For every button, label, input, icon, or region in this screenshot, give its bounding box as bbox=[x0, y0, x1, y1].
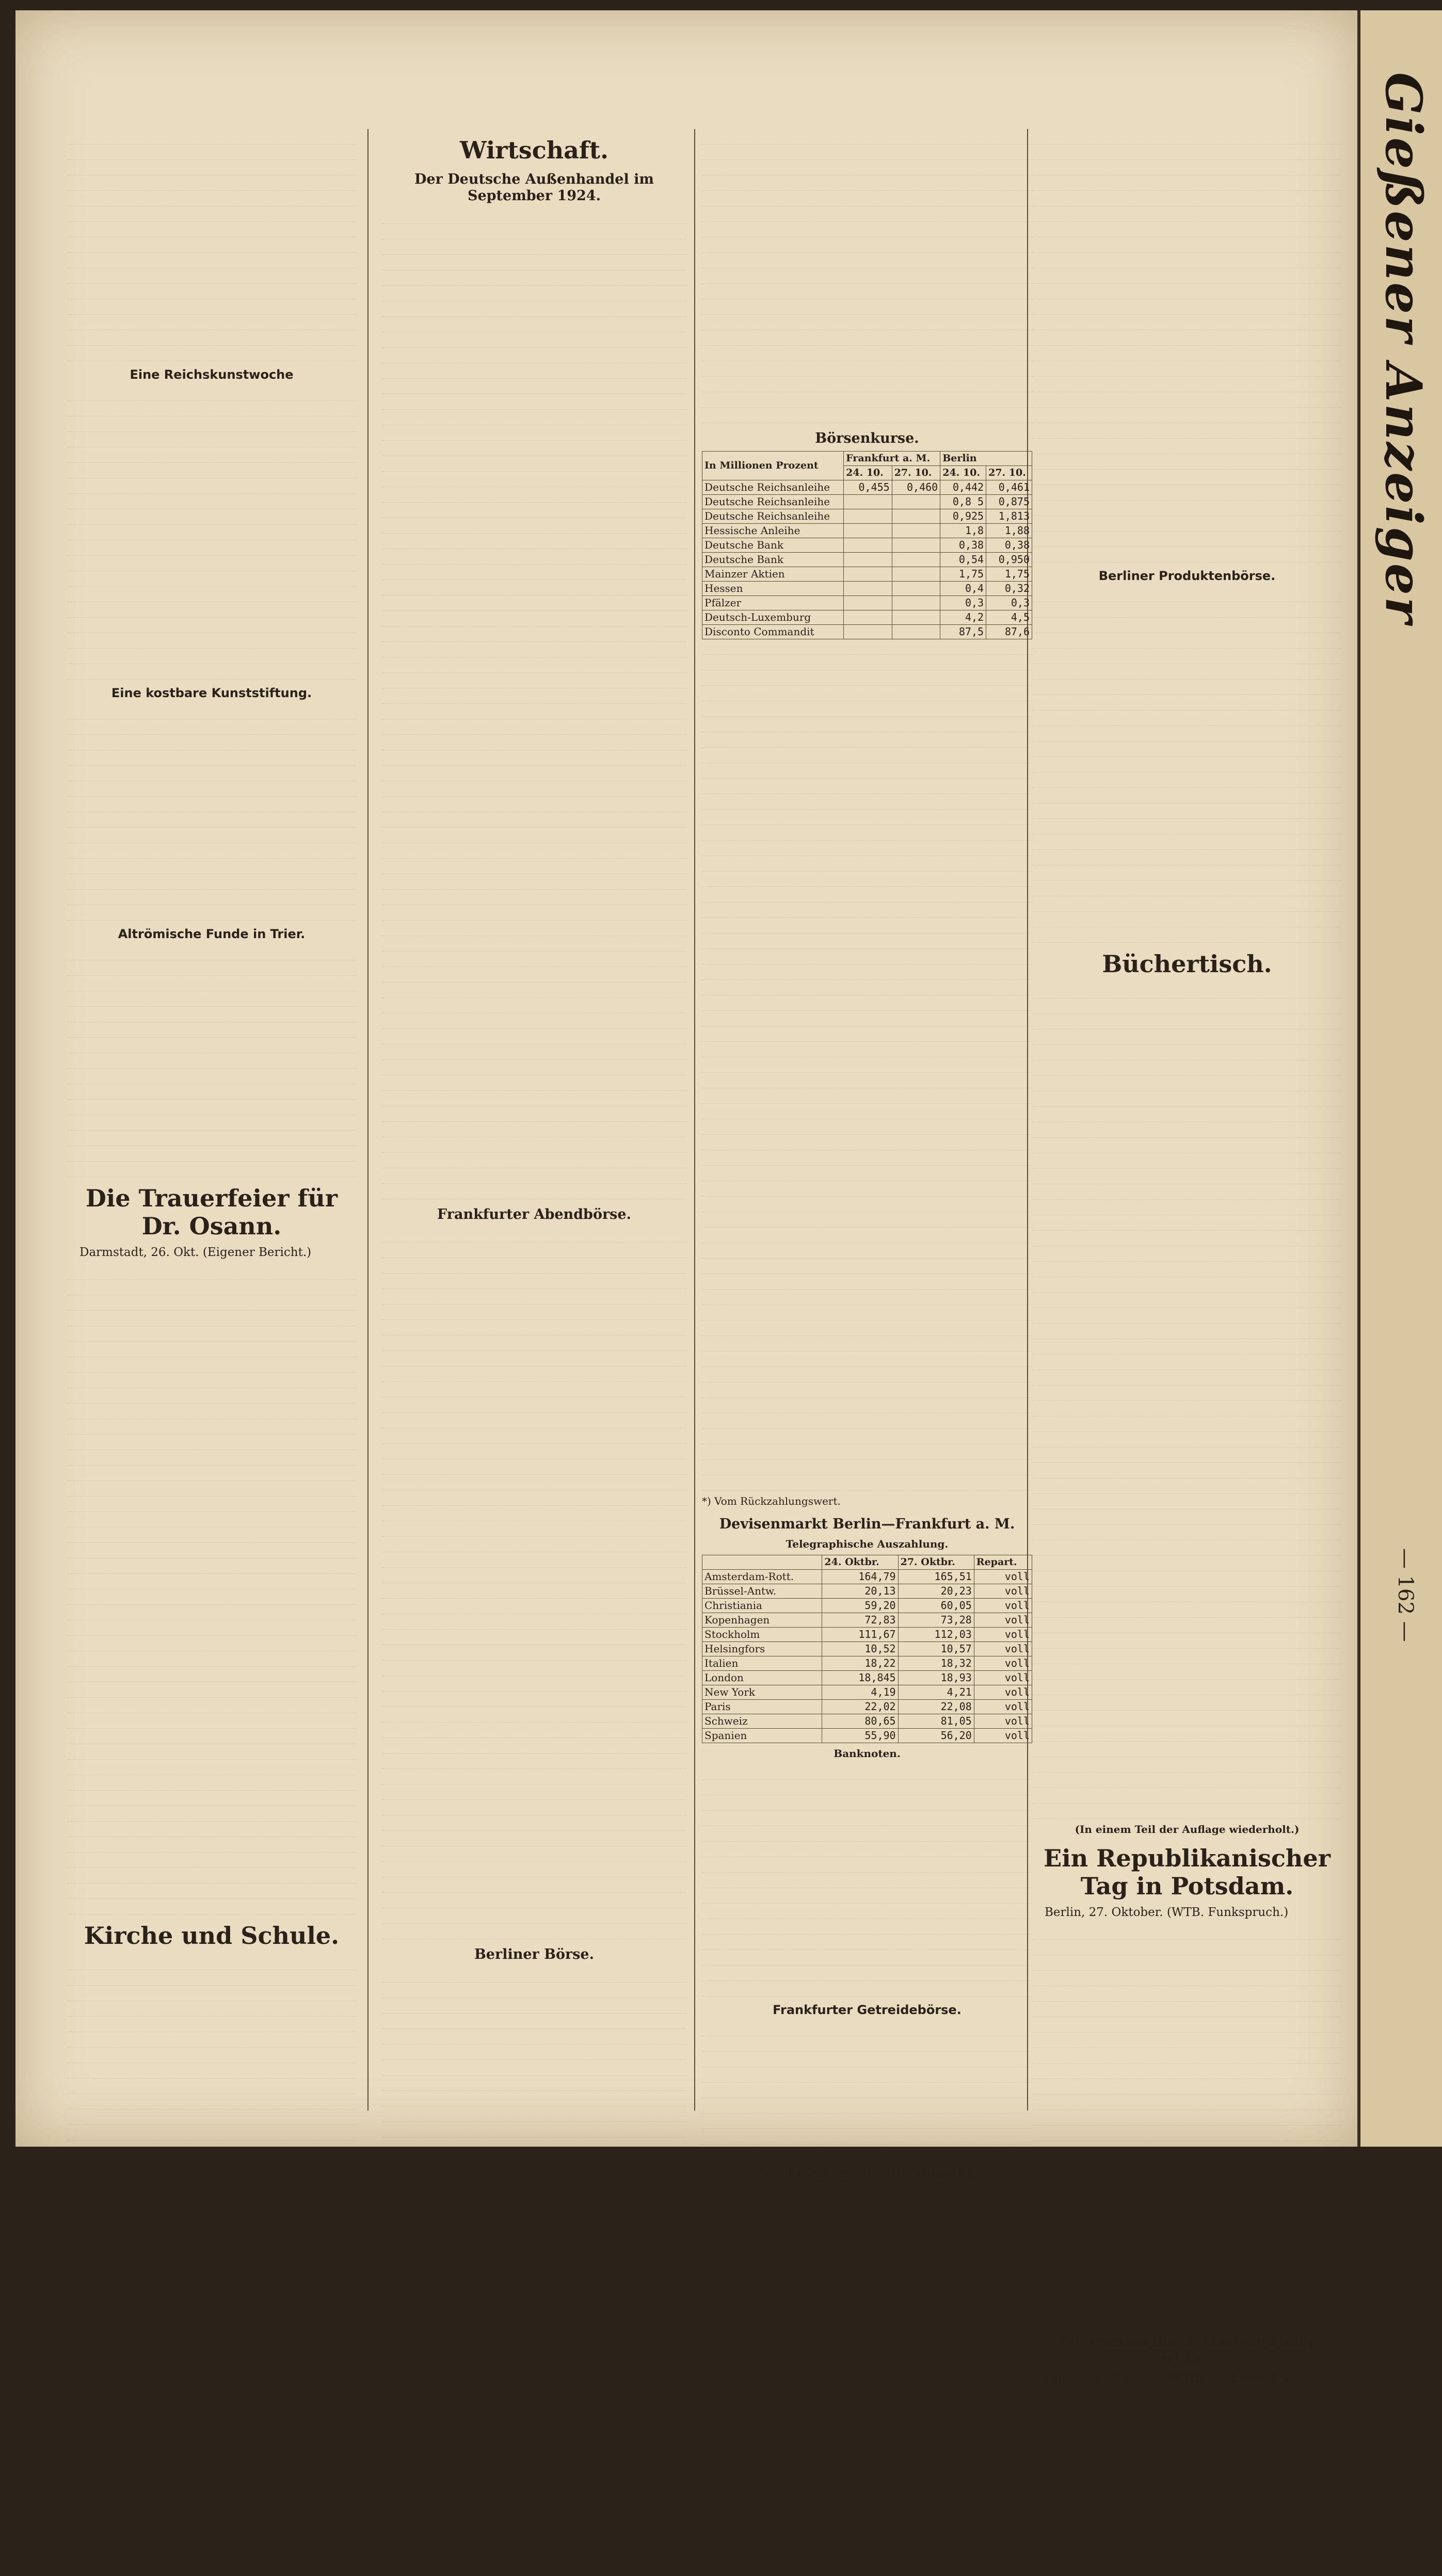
stock-value bbox=[844, 610, 892, 625]
stock-name: Hessen bbox=[702, 582, 844, 596]
stock-value: 1,75 bbox=[940, 567, 986, 582]
currency-place: Schweiz bbox=[702, 1714, 822, 1729]
stock-value: 1,813 bbox=[986, 509, 1032, 524]
currency-rate: voll bbox=[974, 1570, 1032, 1584]
currency-place: New York bbox=[702, 1685, 822, 1700]
stock-value: 1,88 bbox=[986, 524, 1032, 538]
stock-value bbox=[892, 610, 940, 625]
stock-value: 0,3 bbox=[986, 596, 1032, 610]
dateline: Halle a. S., 27. Okt. (WTB. Funkspruch.) bbox=[1045, 2372, 1288, 2385]
currency-rate: voll bbox=[974, 1584, 1032, 1599]
stock-value: 0,3 bbox=[940, 596, 986, 610]
caption-banknoten: Banknoten. bbox=[834, 1747, 901, 1760]
table-row bbox=[702, 509, 1032, 524]
dateline: Berlin, 27. Oktober. (WTB. Funkspruch.) bbox=[1045, 1906, 1289, 1919]
stock-value: 4,5 bbox=[986, 610, 1032, 625]
stock-value bbox=[844, 538, 892, 553]
column-1 bbox=[67, 129, 356, 2111]
stock-value bbox=[844, 553, 892, 567]
reprint-note: (In einem Teil der Auflage wiederholt.) bbox=[1075, 1823, 1300, 1836]
table-row bbox=[702, 1584, 1032, 1599]
heading-berliner-boerse: Berliner Börse. bbox=[474, 1946, 594, 1962]
banknoten-table bbox=[702, 1764, 1032, 1997]
stock-value bbox=[844, 524, 892, 538]
stock-value: 0,4 bbox=[940, 582, 986, 596]
stock-footnote: *) Vom Rückzahlungswert. bbox=[702, 1495, 841, 1507]
stock-name: Hessische Anleihe bbox=[702, 524, 844, 538]
article-text bbox=[702, 2021, 1032, 2160]
stock-name: Deutsche Reichsanleihe bbox=[702, 480, 844, 495]
stock-name: Deutsch-Luxemburg bbox=[702, 610, 844, 625]
currency-rate: 111,67 bbox=[822, 1628, 898, 1642]
table-header: 24. Oktbr. bbox=[822, 1555, 898, 1570]
heading-aussenhandel: Der Deutsche Außenhandel im September 1924. bbox=[414, 171, 654, 204]
currency-rate: voll bbox=[974, 1729, 1032, 1743]
heading-kunststiftung: Eine kostbare Kunststiftung. bbox=[111, 686, 312, 700]
heading-republikanischer-tag: Ein Republikanischer Tag in Potsdam. bbox=[1044, 1844, 1331, 1900]
heading-getreideboerse: Frankfurter Getreidebörse. bbox=[773, 2003, 962, 2017]
currency-rate: 165,51 bbox=[898, 1570, 974, 1584]
caption-telegraphische: Telegraphische Auszahlung. bbox=[786, 1538, 949, 1550]
table-row bbox=[702, 1628, 1032, 1642]
article-text bbox=[702, 129, 1032, 423]
stock-value bbox=[892, 582, 940, 596]
table-row bbox=[702, 1714, 1032, 1729]
table-row bbox=[702, 1700, 1032, 1714]
table-row bbox=[702, 1599, 1032, 1613]
table-header: 24. 10. bbox=[844, 466, 892, 480]
currency-rate: voll bbox=[974, 1714, 1032, 1729]
table-row bbox=[702, 1613, 1032, 1628]
currency-rate: voll bbox=[974, 1599, 1032, 1613]
currency-rate: 18,32 bbox=[898, 1656, 974, 1671]
article-text bbox=[382, 208, 686, 1199]
currency-rate: 20,13 bbox=[822, 1584, 898, 1599]
table-header: In Millionen Prozent bbox=[702, 452, 844, 480]
currency-place: Kopenhagen bbox=[702, 1613, 822, 1628]
stock-value bbox=[892, 625, 940, 639]
table-header: 27. 10. bbox=[986, 466, 1032, 480]
currency-rate: 18,22 bbox=[822, 1656, 898, 1671]
stock-value: 4,2 bbox=[940, 610, 986, 625]
currency-rate: voll bbox=[974, 1656, 1032, 1671]
dateline: Darmstadt, 26. Okt. (Eigener Bericht.) bbox=[79, 1246, 312, 1259]
stock-name: Mainzer Aktien bbox=[702, 567, 844, 582]
column-4 bbox=[1032, 129, 1342, 2385]
stock-value: 87,5 bbox=[940, 625, 986, 639]
stock-name: Pfälzer bbox=[702, 596, 844, 610]
stock-value: 0,455 bbox=[844, 480, 892, 495]
heading-schlachtviehmarkt: Frankfurter Schlachtviehmarkt. bbox=[757, 2166, 977, 2181]
table-row bbox=[702, 495, 1032, 509]
currency-rate: voll bbox=[974, 1642, 1032, 1656]
currency-rate: 56,20 bbox=[898, 1729, 974, 1743]
stock-value bbox=[892, 553, 940, 567]
article-text bbox=[67, 945, 356, 1177]
heading-buechertisch: Büchertisch. bbox=[1102, 950, 1272, 978]
stock-value bbox=[892, 596, 940, 610]
currency-place: Brüssel-Antw. bbox=[702, 1584, 822, 1599]
column-rule bbox=[694, 129, 695, 2111]
currency-rate: 10,52 bbox=[822, 1642, 898, 1656]
heading-wirtschaft: Wirtschaft. bbox=[459, 136, 609, 164]
stock-value bbox=[844, 582, 892, 596]
currency-place: Stockholm bbox=[702, 1628, 822, 1642]
table-header: 27. Oktbr. bbox=[898, 1555, 974, 1570]
stock-value: 0,38 bbox=[986, 538, 1032, 553]
currency-rate: 112,03 bbox=[898, 1628, 974, 1642]
currency-rate: 18,93 bbox=[898, 1671, 974, 1685]
article-text bbox=[67, 1955, 356, 2218]
table-row bbox=[702, 596, 1032, 610]
currency-place: Italien bbox=[702, 1656, 822, 1671]
stock-value: 1,75 bbox=[986, 567, 1032, 582]
stock-value bbox=[844, 495, 892, 509]
article-text bbox=[67, 385, 356, 680]
table-row bbox=[702, 1685, 1032, 1700]
currency-place: Helsingfors bbox=[702, 1642, 822, 1656]
table-row bbox=[702, 567, 1032, 582]
stock-value: 1,8 bbox=[940, 524, 986, 538]
article-text bbox=[67, 1264, 356, 1914]
table-row bbox=[702, 1671, 1032, 1685]
currency-rate: voll bbox=[974, 1700, 1032, 1714]
heading-devisenmarkt: Devisenmarkt Berlin—Frankfurt a. M. bbox=[719, 1516, 1015, 1532]
stock-name: Deutsche Reichsanleihe bbox=[702, 495, 844, 509]
table-row bbox=[702, 625, 1032, 639]
masthead-strip bbox=[1357, 10, 1442, 2147]
stock-name: Deutsche Bank bbox=[702, 538, 844, 553]
stock-value: 0,925 bbox=[940, 509, 986, 524]
heading-kirche-schule: Kirche und Schule. bbox=[84, 1922, 340, 1950]
article-text bbox=[1032, 983, 1342, 1819]
currency-rate: 18,845 bbox=[822, 1671, 898, 1685]
table-header bbox=[702, 1555, 822, 1570]
article-text bbox=[382, 1967, 686, 2153]
currency-rate: 22,08 bbox=[898, 1700, 974, 1714]
article-text bbox=[702, 2184, 1032, 2246]
table-header: 27. 10. bbox=[892, 466, 940, 480]
table-row bbox=[702, 610, 1032, 625]
table-header: Berlin bbox=[940, 452, 1032, 466]
currency-rate: 20,23 bbox=[898, 1584, 974, 1599]
article-text bbox=[67, 704, 356, 921]
article-text bbox=[1032, 2390, 1342, 2576]
article-text bbox=[382, 1227, 686, 1939]
heading-gasvergiftung: 6 Personen durch Gasvergiftung getötet. bbox=[1060, 2334, 1314, 2366]
currency-rate: 4,19 bbox=[822, 1685, 898, 1700]
currency-rate: voll bbox=[974, 1685, 1032, 1700]
stock-value bbox=[844, 625, 892, 639]
stock-value: 0,460 bbox=[892, 480, 940, 495]
table-header: Frankfurt a. M. bbox=[844, 452, 940, 466]
heading-reichskunstwoche: Eine Reichskunstwoche bbox=[130, 367, 294, 382]
currency-rate: 10,57 bbox=[898, 1642, 974, 1656]
table-row bbox=[702, 1729, 1032, 1743]
table-row bbox=[702, 582, 1032, 596]
stock-table-continued bbox=[702, 639, 1032, 1491]
masthead-title: Gießener Anzeiger bbox=[1374, 72, 1433, 625]
column-2 bbox=[382, 129, 686, 2111]
table-row bbox=[702, 553, 1032, 567]
currency-rate: 59,20 bbox=[822, 1599, 898, 1613]
heading-abendboerse: Frankfurter Abendbörse. bbox=[437, 1206, 631, 1222]
table-row bbox=[702, 524, 1032, 538]
stock-name: Deutsche Reichsanleihe bbox=[702, 509, 844, 524]
stock-value: 0,38 bbox=[940, 538, 986, 553]
stock-table bbox=[702, 451, 1032, 639]
stock-value bbox=[844, 509, 892, 524]
stock-value: 0,875 bbox=[986, 495, 1032, 509]
stock-value: 0,461 bbox=[986, 480, 1032, 495]
article-text bbox=[1032, 129, 1342, 562]
currency-rate: voll bbox=[974, 1671, 1032, 1685]
stock-value bbox=[844, 567, 892, 582]
currency-rate: 4,21 bbox=[898, 1685, 974, 1700]
currency-rate: 22,02 bbox=[822, 1700, 898, 1714]
table-row bbox=[702, 1656, 1032, 1671]
heading-funde-trier: Altrömische Funde in Trier. bbox=[118, 927, 306, 941]
currency-place: Paris bbox=[702, 1700, 822, 1714]
stock-value: 0,54 bbox=[940, 553, 986, 567]
devisen-table bbox=[702, 1555, 1032, 1743]
currency-place: London bbox=[702, 1671, 822, 1685]
table-row bbox=[702, 480, 1032, 495]
article-text bbox=[1032, 587, 1342, 943]
column-3 bbox=[702, 129, 1032, 2181]
stock-value: 0,950 bbox=[986, 553, 1032, 567]
stock-value: 0,442 bbox=[940, 480, 986, 495]
currency-rate: 80,65 bbox=[822, 1714, 898, 1729]
currency-rate: 164,79 bbox=[822, 1570, 898, 1584]
stock-value bbox=[892, 495, 940, 509]
article-text bbox=[1032, 1924, 1342, 2327]
currency-rate: 60,05 bbox=[898, 1599, 974, 1613]
stock-value bbox=[844, 596, 892, 610]
stock-value: 0,32 bbox=[986, 582, 1032, 596]
table-row bbox=[702, 1570, 1032, 1584]
table-header: 24. 10. bbox=[940, 466, 986, 480]
stock-value bbox=[892, 538, 940, 553]
currency-rate: voll bbox=[974, 1628, 1032, 1642]
currency-place: Amsterdam-Rott. bbox=[702, 1570, 822, 1584]
column-rule bbox=[367, 129, 368, 2111]
currency-place: Spanien bbox=[702, 1729, 822, 1743]
currency-rate: voll bbox=[974, 1613, 1032, 1628]
heading-trauerfeier: Die Trauerfeier für Dr. Osann. bbox=[85, 1184, 338, 1240]
stock-name: Disconto Commandit bbox=[702, 625, 844, 639]
currency-rate: 55,90 bbox=[822, 1729, 898, 1743]
stock-value bbox=[892, 524, 940, 538]
stock-value bbox=[892, 567, 940, 582]
stock-value bbox=[892, 509, 940, 524]
currency-rate: 72,83 bbox=[822, 1613, 898, 1628]
stock-value: 0,8 5 bbox=[940, 495, 986, 509]
currency-rate: 73,28 bbox=[898, 1613, 974, 1628]
table-row bbox=[702, 538, 1032, 553]
heading-produktenboerse: Berliner Produktenbörse. bbox=[1098, 569, 1276, 583]
stock-value: 87,6 bbox=[986, 625, 1032, 639]
heading-boersenkurse: Börsenkurse. bbox=[815, 430, 919, 446]
stock-name: Deutsche Bank bbox=[702, 553, 844, 567]
table-header: Repart. bbox=[974, 1555, 1032, 1570]
page-number: — 162 — bbox=[1393, 1548, 1417, 1642]
table-row bbox=[702, 1642, 1032, 1656]
article-text bbox=[67, 129, 356, 361]
currency-rate: 81,05 bbox=[898, 1714, 974, 1729]
currency-place: Christiania bbox=[702, 1599, 822, 1613]
